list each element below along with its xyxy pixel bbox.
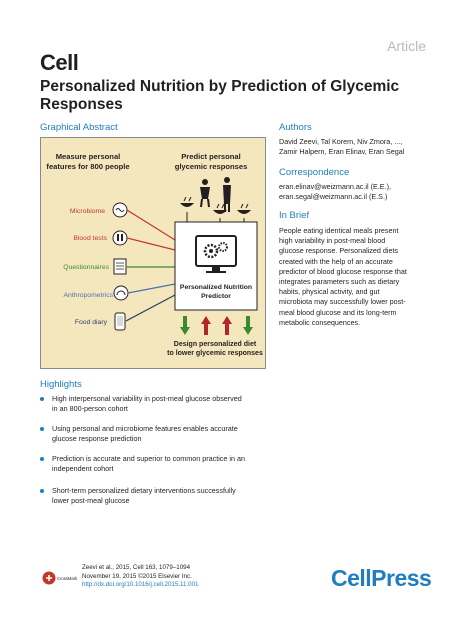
graphical-abstract-figure bbox=[40, 137, 266, 369]
correspondence-heading: Correspondence bbox=[279, 167, 350, 178]
authors-list bbox=[279, 137, 404, 157]
graphical-abstract-heading: Graphical Abstract bbox=[40, 122, 118, 133]
arrow-up-red-1 bbox=[201, 316, 211, 335]
highlight-line: in an 800-person cohort bbox=[52, 404, 128, 414]
measure-label-2: features for 800 people bbox=[46, 162, 130, 171]
in-brief-heading: In Brief bbox=[279, 210, 310, 221]
highlight-line: Prediction is accurate and superior to common practice in an bbox=[52, 454, 245, 463]
highlight-item bbox=[40, 486, 272, 506]
in-brief-text bbox=[279, 226, 407, 328]
feature-label-food-diary: Food diary bbox=[74, 319, 107, 326]
feature-anthropometrics bbox=[64, 284, 176, 300]
citation-block bbox=[82, 564, 199, 590]
highlight-item bbox=[40, 394, 272, 414]
bullet-icon bbox=[40, 489, 44, 493]
design-label-2: to lower glycemic responses bbox=[167, 350, 263, 357]
highlight-line: independent cohort bbox=[52, 464, 114, 474]
predict-label-1: Predict personal bbox=[181, 152, 241, 161]
arrow-down-green-1 bbox=[180, 316, 190, 335]
in-brief-line: People eating identical meals present bbox=[279, 226, 399, 235]
feature-blood-tests bbox=[73, 231, 175, 250]
in-brief-line: meal blood glucose and its long-term bbox=[279, 307, 397, 317]
doi-link[interactable]: http://dx.doi.org/10.1016/j.cell.2015.11.001 bbox=[82, 581, 199, 589]
paper-title: Personalized Nutrition by Prediction of Glycemic Responses bbox=[40, 78, 400, 113]
crossmark-logo[interactable] bbox=[42, 570, 78, 586]
highlights-heading: Highlights bbox=[40, 379, 82, 390]
feature-label-anthropometrics: Anthropometrics bbox=[63, 292, 113, 299]
in-brief-line: integrates parameters such as dietary bbox=[279, 277, 400, 287]
highlight-line: Using personal and microbiome features enables accurate bbox=[52, 424, 238, 433]
article-type-label: Article bbox=[387, 38, 426, 54]
in-brief-line: glucose response. Personalized diets bbox=[279, 246, 399, 256]
predict-label-2: glycemic responses bbox=[174, 162, 248, 171]
feature-food-diary bbox=[75, 295, 175, 330]
journal-logo: Cell bbox=[40, 50, 79, 75]
authors-heading: Authors bbox=[279, 122, 312, 133]
crossmark-label: CrossMark bbox=[57, 576, 78, 581]
measure-label-1: Measure personal bbox=[55, 152, 121, 161]
feature-questionnaires bbox=[63, 259, 175, 274]
bullet-icon bbox=[40, 427, 44, 431]
highlight-line: lower post-meal glucose bbox=[52, 496, 130, 506]
citation-line-1: Zeevi et al., 2015, Cell 163, 1079–1094 bbox=[82, 564, 191, 571]
feature-label-blood-tests: Blood tests bbox=[73, 235, 107, 242]
output-arrows bbox=[180, 316, 253, 335]
meal-arrows bbox=[187, 212, 244, 222]
in-brief-line: created with the help of an accurate bbox=[279, 256, 393, 266]
correspondence-emails bbox=[279, 182, 391, 202]
bullet-icon bbox=[40, 457, 44, 461]
people-meals-icon bbox=[180, 177, 251, 214]
predictor-label-1: Personalized Nutrition bbox=[179, 284, 253, 291]
graphical-abstract-svg bbox=[41, 138, 265, 368]
cellpress-logo: CellPress bbox=[331, 565, 432, 591]
in-brief-line: microbiota may successfully lower post- bbox=[279, 297, 406, 307]
arrow-up-red-2 bbox=[222, 316, 232, 335]
email-link-segal[interactable]: eran.segal@weizmann.ac.il (E.S.) bbox=[279, 192, 388, 202]
design-label-1: Design personalized diet bbox=[173, 341, 257, 348]
highlight-line: glucose response prediction bbox=[52, 434, 142, 444]
feature-label-microbiome: Microbiome bbox=[69, 208, 105, 215]
predictor-label-2: Predictor bbox=[201, 293, 231, 300]
crossmark-icon bbox=[42, 570, 78, 586]
highlight-line: Short-term personalized dietary interventions successfully bbox=[52, 486, 236, 495]
highlight-item bbox=[40, 424, 272, 444]
in-brief-line: predictor of blood glucose response that bbox=[279, 266, 407, 276]
authors-line-1: David Zeevi, Tal Korem, Niv Zmora, ..., bbox=[279, 137, 403, 146]
email-link-elinav[interactable]: eran.elinav@weizmann.ac.il (E.E.), bbox=[279, 182, 391, 191]
in-brief-line: high variability in post-meal blood bbox=[279, 236, 386, 246]
highlight-line: High interpersonal variability in post-meal glucose observed bbox=[52, 394, 242, 403]
highlight-item bbox=[40, 454, 272, 474]
citation-line-2: November 19, 2015 ©2015 Elsevier Inc. bbox=[82, 572, 192, 580]
in-brief-line: metabolic consequences. bbox=[279, 317, 361, 327]
in-brief-line: habits, physical activity, and gut bbox=[279, 287, 380, 297]
bullet-icon bbox=[40, 397, 44, 401]
authors-line-2: Zamir Halpern, Eran Elinav, Eran Segal bbox=[279, 147, 405, 157]
feature-label-questionnaires: Questionnaires bbox=[63, 264, 109, 271]
arrow-down-green-2 bbox=[243, 316, 253, 335]
